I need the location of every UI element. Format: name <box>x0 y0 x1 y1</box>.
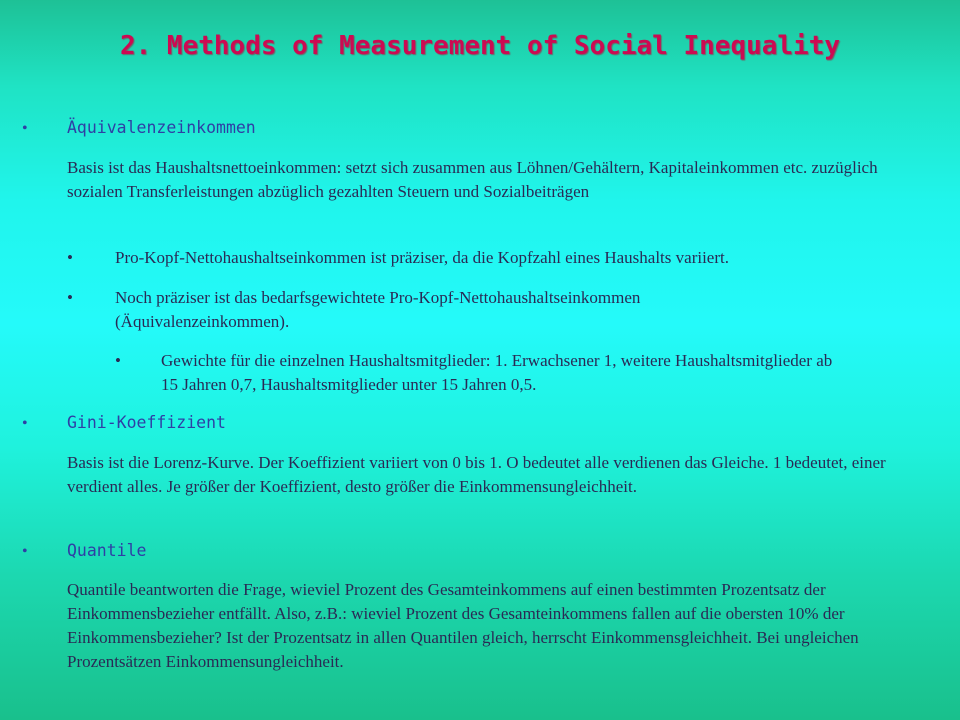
heading-text: Quantile <box>67 541 147 560</box>
section-heading-aequivalenzeinkommen <box>22 118 256 139</box>
sub-list-item <box>115 349 915 397</box>
list-item <box>67 286 907 334</box>
slide-title: 2. Methods of Measurement of Social Inequality <box>119 31 841 61</box>
section-paragraph-quantile: Quantile beantworten die Frage, wieviel Prozent des Gesamteinkommens auf einen bestimmten Prozentsatz der Einkommensbezieher entfällt. Also, z.B.: wieviel Prozent des Gesamteinkommens fallen auf die obersten 10% der Einkommensbezieher? Ist der Prozentsatz in allen Quantilen gleich, herrscht Einkommensgleichheit. Bei ungleichen Prozentsätzen Einkommensungleichheit. <box>67 580 859 671</box>
bullet-icon: • <box>22 120 28 137</box>
section-heading-gini-koeffizient <box>22 413 226 434</box>
list-item <box>67 246 907 270</box>
list-item-text: Noch präziser ist das bedarfsgewichtete Pro-Kopf-Nettohaushaltseinkommen (Äquivalenzeinkommen). <box>115 288 641 331</box>
bullet-icon: • <box>22 543 28 560</box>
sub-list-item-text: Gewichte für die einzelnen Haushaltsmitglieder: 1. Erwachsener 1, weitere Haushaltsmitglieder ab 15 Jahren 0,7, Haushaltsmitglieder unter 15 Jahren 0,5. <box>161 351 833 394</box>
section-paragraph-aequivalenzeinkommen: Basis ist das Haushaltsnettoeinkommen: setzt sich zusammen aus Löhnen/Gehältern, Kapitaleinkommen etc. zuzüglich sozialen Transferleistungen abzüglich gezahlten Steuern und Sozialbeiträgen <box>67 158 878 201</box>
heading-text: Gini-Koeffizient <box>67 413 226 432</box>
heading-text: Äquivalenzeinkommen <box>67 118 256 137</box>
bullet-icon: • <box>67 288 73 307</box>
section-heading-quantile <box>22 541 146 562</box>
bullet-icon: • <box>67 248 73 267</box>
bullet-icon: • <box>22 415 28 432</box>
section-paragraph-gini-koeffizient: Basis ist die Lorenz-Kurve. Der Koeffizient variiert von 0 bis 1. O bedeutet alle verdienen das Gleiche. 1 bedeutet, einer verdient alles. Je größer der Koeffizient, desto größer die Einkommensungleichheit. <box>67 453 886 496</box>
list-item-text: Pro-Kopf-Nettohaushaltseinkommen ist präziser, da die Kopfzahl eines Haushalts variiert. <box>115 248 729 267</box>
bullet-icon: • <box>115 351 121 370</box>
